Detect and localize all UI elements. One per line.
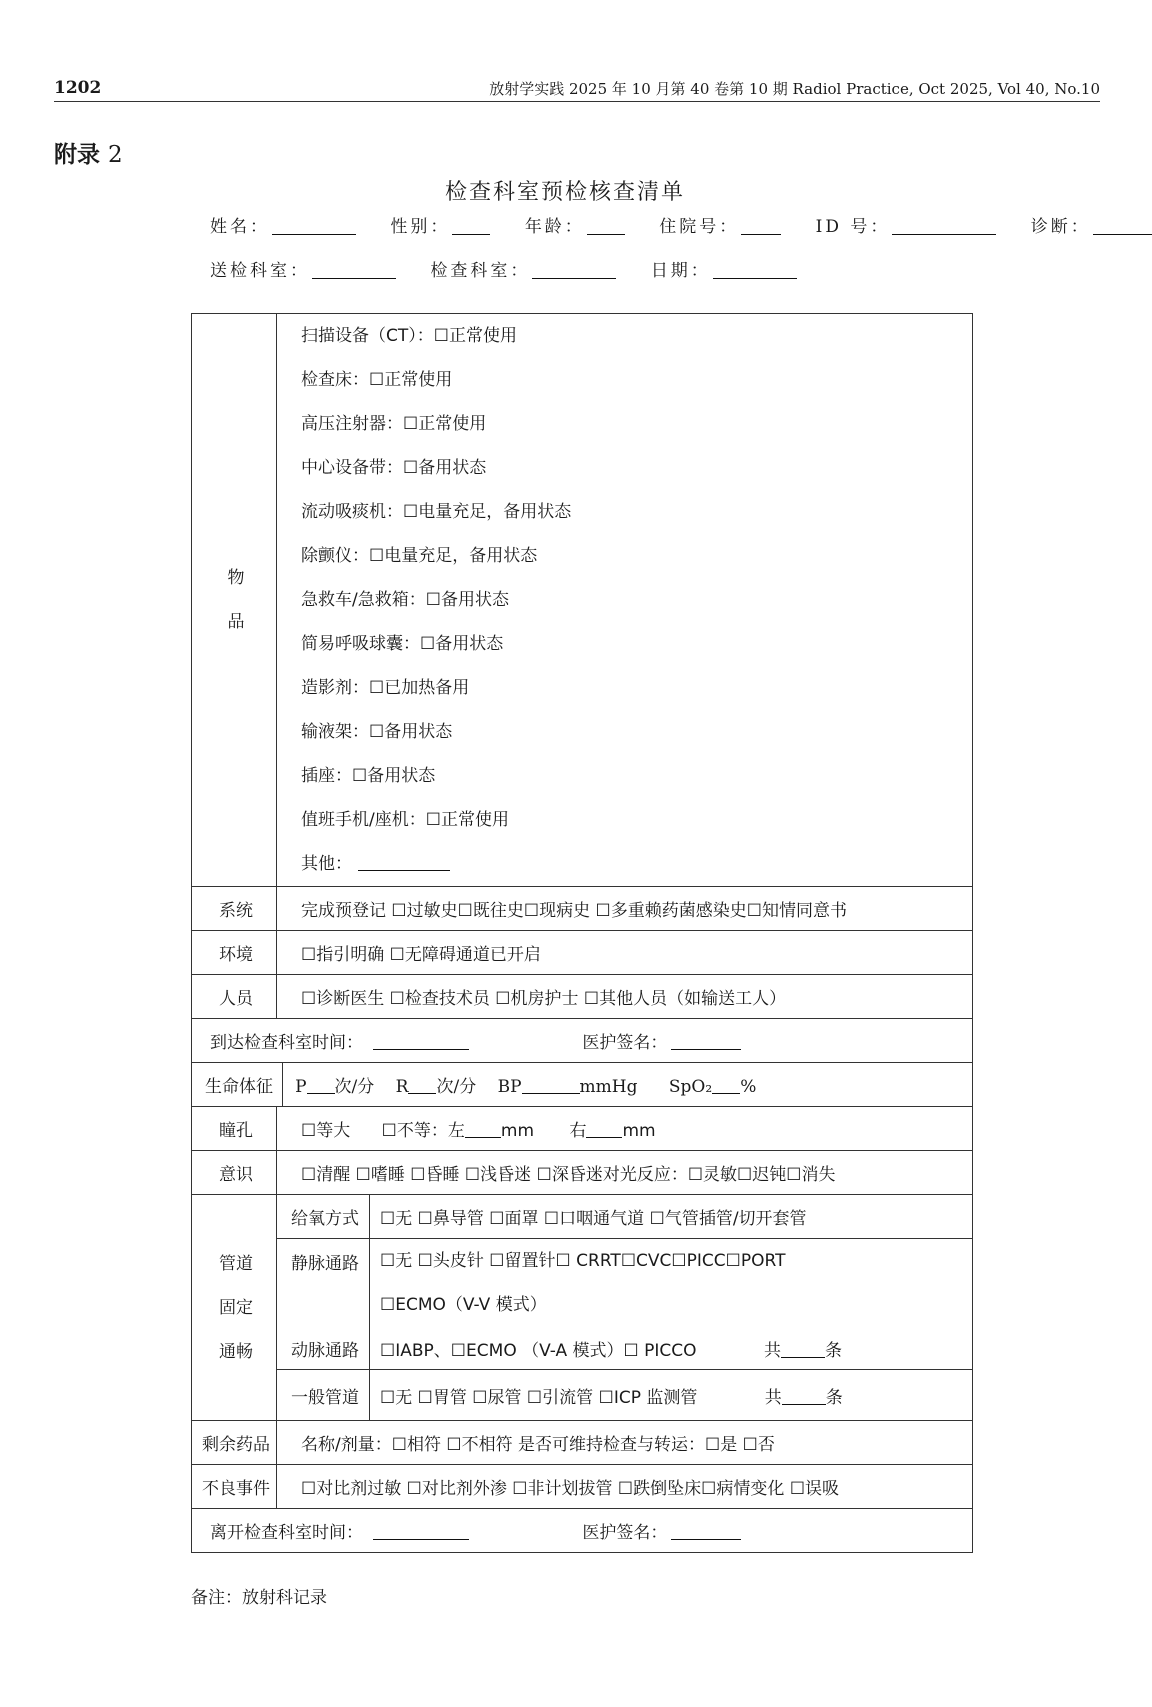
inpatient-number-field[interactable]: 住院号： <box>659 212 781 237</box>
leave-sign-field[interactable]: 医护签名： <box>582 1523 741 1543</box>
patient-info-line <box>210 212 1152 237</box>
item-injector[interactable]: 高压注射器：☐正常使用 <box>301 414 487 434</box>
exam-dept-field[interactable]: 检查科室： <box>430 256 616 281</box>
id-number-field[interactable]: ID 号： <box>816 212 997 237</box>
sending-dept-field[interactable]: 送检科室： <box>210 256 396 281</box>
vitals-fields[interactable]: P 次/分 R 次/分 BP mmHg SpO₂ % <box>283 1063 973 1107</box>
arrival-cell <box>192 1019 973 1063</box>
system-row <box>192 887 973 931</box>
arterial-label: 动脉通路 <box>277 1327 370 1370</box>
drugs-label: 剩余药品 <box>192 1421 277 1465</box>
consciousness-label: 意识 <box>192 1151 277 1195</box>
footnote: 备注：放射科记录 <box>191 1588 327 1608</box>
form-title: 检查科室预检核查清单 <box>444 180 685 205</box>
appendix-number: 2 <box>108 142 123 168</box>
leave-row <box>192 1509 973 1553</box>
item-emergency-cart[interactable]: 急救车/急救箱：☐备用状态 <box>301 590 509 610</box>
consciousness-options[interactable]: ☐清醒 ☐嗜睡 ☐昏睡 ☐浅昏迷 ☐深昏迷对光反应：☐灵敏☐迟钝☐消失 <box>277 1151 973 1195</box>
page-number: 1202 <box>54 78 102 98</box>
general-tube-options[interactable]: ☐无 ☐胃管 ☐尿管 ☐引流管 ☐ICP 监测管 共 条 <box>370 1370 973 1421</box>
arterial-options[interactable]: ☐IABP、☐ECMO （V-A 模式）☐ PICCO 共 条 <box>370 1327 973 1370</box>
personnel-label: 人员 <box>192 975 277 1019</box>
item-central-band[interactable]: 中心设备带：☐备用状态 <box>301 458 487 478</box>
appendix-heading <box>54 136 123 169</box>
venous-row <box>192 1239 973 1328</box>
date-field[interactable]: 日期： <box>651 256 797 281</box>
general-tube-label: 一般管道 <box>277 1370 370 1421</box>
adverse-row <box>192 1465 973 1509</box>
item-ct-scanner[interactable]: 扫描设备（CT）：☐正常使用 <box>301 326 517 346</box>
environment-options[interactable]: ☐指引明确 ☐无障碍通道已开启 <box>277 931 973 975</box>
item-suction[interactable]: 流动吸痰机：☐电量充足，备用状态 <box>301 502 572 522</box>
leave-cell <box>192 1509 973 1553</box>
item-defibrillator[interactable]: 除颤仪：☐电量充足，备用状态 <box>301 546 538 566</box>
pupil-options[interactable]: ☐等大 ☐不等：左 mm 右 mm <box>277 1107 973 1151</box>
pupil-label: 瞳孔 <box>192 1107 277 1151</box>
personnel-row <box>192 975 973 1019</box>
vitals-label: 生命体征 <box>192 1063 283 1107</box>
system-label: 系统 <box>192 887 277 931</box>
vitals-row <box>192 1063 973 1107</box>
diagnosis-field[interactable]: 诊断： <box>1031 212 1152 237</box>
drugs-options[interactable]: 名称/剂量：☐相符 ☐不相符 是否可维持检查与转运：☐是 ☐否 <box>277 1421 973 1465</box>
system-options[interactable]: 完成预登记 ☐过敏史☐既往史☐现病史 ☐多重赖药菌感染史☐知情同意书 <box>277 887 973 931</box>
appendix-label: 附录 <box>54 142 100 168</box>
drugs-row <box>192 1421 973 1465</box>
item-resuscitator[interactable]: 简易呼吸球囊：☐备用状态 <box>301 634 504 654</box>
gender-field[interactable]: 性别： <box>390 212 490 237</box>
venous-label: 静脉通路 <box>277 1239 370 1328</box>
header-divider <box>54 101 1100 102</box>
age-field[interactable]: 年龄： <box>525 212 625 237</box>
oxygen-label: 给氧方式 <box>277 1195 370 1239</box>
adverse-options[interactable]: ☐对比剂过敏 ☐对比剂外渗 ☐非计划拔管 ☐跌倒坠床☐病情变化 ☐误吸 <box>277 1465 973 1509</box>
general-tube-row <box>192 1370 973 1421</box>
pupil-row <box>192 1107 973 1151</box>
arrival-sign-field[interactable]: 医护签名： <box>582 1033 741 1053</box>
item-duty-phone[interactable]: 值班手机/座机：☐正常使用 <box>301 810 509 830</box>
item-socket[interactable]: 插座：☐备用状态 <box>301 766 436 786</box>
arterial-row <box>192 1327 973 1370</box>
environment-label: 环境 <box>192 931 277 975</box>
items-list <box>277 314 973 887</box>
tube-label: 管道 固定 通畅 <box>192 1195 277 1421</box>
arrival-time-field[interactable]: 到达检查科室时间： <box>210 1033 469 1053</box>
item-exam-bed[interactable]: 检查床：☐正常使用 <box>301 370 453 390</box>
items-label: 物 品 <box>192 314 277 887</box>
adverse-label: 不良事件 <box>192 1465 277 1509</box>
items-row <box>192 314 973 887</box>
item-other[interactable]: 其他： <box>301 842 966 886</box>
item-iv-stand[interactable]: 输液架：☐备用状态 <box>301 722 453 742</box>
item-contrast[interactable]: 造影剂：☐已加热备用 <box>301 678 470 698</box>
venous-options[interactable]: ☐无 ☐头皮针 ☐留置针☐ CRRT☐CVC☐PICC☐PORT ☐ECMO（V-V 模式） <box>370 1239 973 1328</box>
checklist-table <box>191 313 973 1553</box>
arrival-row <box>192 1019 973 1063</box>
consciousness-row <box>192 1151 973 1195</box>
department-info-line <box>210 256 823 281</box>
journal-running-header: 放射学实践 2025 年 10 月第 40 卷第 10 期 Radiol Practice, Oct 2025, Vol 40, No.10 <box>489 80 1100 98</box>
environment-row <box>192 931 973 975</box>
oxygen-row <box>192 1195 973 1239</box>
oxygen-options[interactable]: ☐无 ☐鼻导管 ☐面罩 ☐口咽通气道 ☐气管插管/切开套管 <box>370 1195 973 1239</box>
leave-time-field[interactable]: 离开检查科室时间： <box>210 1523 469 1543</box>
name-field[interactable]: 姓名： <box>210 212 356 237</box>
personnel-options[interactable]: ☐诊断医生 ☐检查技术员 ☐机房护士 ☐其他人员（如输送工人） <box>277 975 973 1019</box>
